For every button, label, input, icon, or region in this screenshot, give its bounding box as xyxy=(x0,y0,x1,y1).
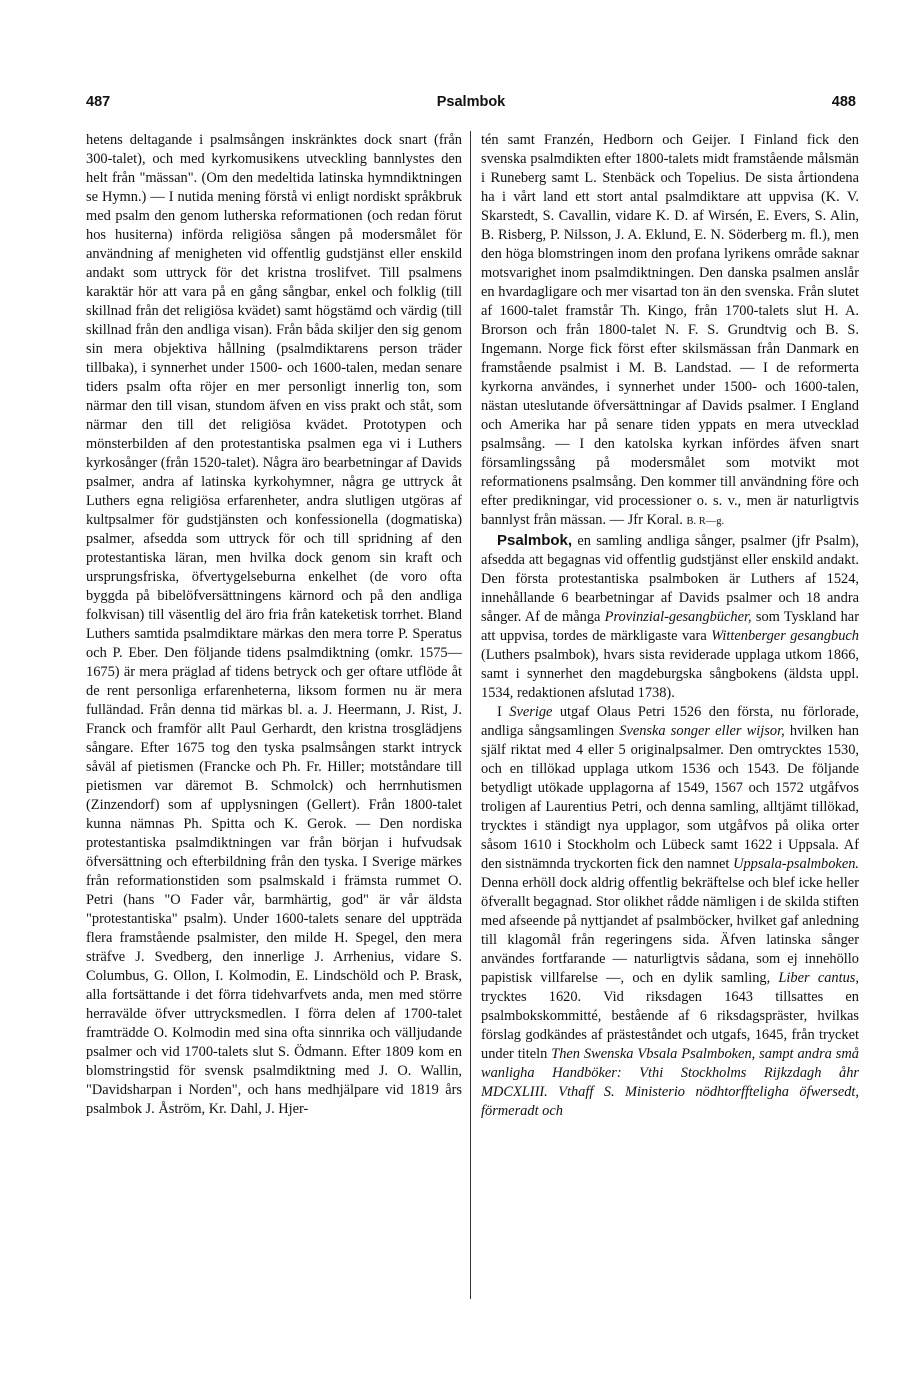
right-paragraph-3 xyxy=(481,703,859,1121)
entry-text-b: som Tyskland har att uppvisa, tordes de märkligaste vara xyxy=(481,609,859,644)
entry-psalmbok xyxy=(481,531,859,703)
entry-italic-2: Wittenberger gesangbuch xyxy=(711,628,859,644)
entry-text-c: (Luthers psalmbok), hvars sista reviderade upplaga utkom 1866, samt i synnerhet den magdeburgska sångbokens (äldsta uppl. 1534, redaktionen afslutad 1738). xyxy=(481,647,859,701)
entry-italic-1: Provinzial-gesangbücher, xyxy=(604,609,752,625)
page-number-left: 487 xyxy=(86,94,111,110)
p3-text-b: utgaf Olaus Petri 1526 den första, nu förlorade, andliga sångsamlingen xyxy=(481,704,859,739)
p3-italic-4: Liber cantus, xyxy=(778,970,859,986)
p3-italic-2: Svenska songer eller wijsor, xyxy=(619,723,785,739)
p3-italic-1: Sverige xyxy=(509,704,553,720)
right-paragraph-1-text: tén samt Franzén, Hedborn och Geijer. I Finland fick den svenska psalmdikten efter 1800-talets midt framstående målsmän i Runeberg samt L. Stenbäck och Topelius. De sista årtiondena ha i vårt land ett stort antal psalmdiktare att uppvisa (K. V. Skarstedt, S. Cavallin, vidare K. D. af Wirsén, E. Evers, S. Alin, B. Risberg, P. Nilsson, J. A. Eklund, E. N. Söderberg m. fl.), men den höga blomstringen inom den profana lyrikens område saknar motsvarighet inom psalmdiktningen. Den danska psalmen anslår en hvardagligare och mer visartad ton än den svenska. Från slutet af 1600-talet framstår Th. Kingo, från 1700-talets slut H. A. Brorson och från 1800-talet N. F. S. Grundtvig och B. S. Ingemann. Norge fick först efter skilsmässan från Danmark en framstående psalmist i M. B. Landstad. — I de reformerta kyrkorna användes, i synnerhet under 1500- och 1600-talen, nästan uteslutande öfversättningar af Davids psalmer. I England och Amerika har på senare tiden yppats en mera utvecklad psalmsång. — I den katolska kyrkan infördes äfven snart församlingssång på modersmålet som motvikt mot reformationens psalmsång. Den kommer till användning före och efter predikningar, vid processioner o. s. v., men är naturligtvis bannlyst från mässan. — Jfr Koral. xyxy=(481,132,859,528)
column-divider xyxy=(470,131,471,1299)
p3-text-d: Denna erhöll dock aldrig offentlig bekräftelse och blef icke heller öfverallt begagnad. Stor olikhet rådde nämligen i de skilda stiften med afseende på nyttjandet af psalmböcker, hvilket gaf anledning till klagomål från regeringens sida. Äfven latinska sånger användes fortfarande — naturligtvis sådana, som ej innehöllo papistisk villfarelse —, och en dylik samling, xyxy=(481,875,859,986)
running-title: Psalmbok xyxy=(436,94,506,110)
p3-text-c: hvilken han själf riktat med 4 eller 5 originalpsalmer. Den omtrycktes 1530, och en tillökad upplaga utkom 1536 och 1543. De följande betydligt utökade upplagorna af 1549, 1567 och 1572 utgåfvos troligen af Laurentius Petri, och denna samling, alltjämt tillökad, trycktes i ständigt nya upplagor, som utgåfvos på olika orter såsom 1610 i Stockholm och Lübeck samt 1622 i Uppsala. Af den sistnämnda tryckorten fick den namnet xyxy=(481,723,859,872)
p3-italic-5: Then Swenska Vbsala Psalmboken, sampt andra små wanligha Handböker: Vthi Stockholms Rijkzdagh åhr MDCXLIII. Vthaff S. Ministerio nödhtorffteligha öfwersedt, förmeradt och xyxy=(481,1046,859,1119)
right-paragraph-1 xyxy=(481,131,859,531)
left-column-text: hetens deltagande i psalmsången inskränktes dock snart (från 300-talet), och med kyrkomusikens utveckling bannlystes den helt från "mässan". (Om den medeltida latinska hymndiktningen se Hymn.) — I nutida mening förstå vi enligt nordiskt språkbruk med psalm den genom lutherska reformationen (och redan förut hos husiterna) införda religiösa sången på modersmålet för användning af menigheten vid offentlig gudstjänst eller enskild andakt som uttryck för det kristna troslifvet. Till psalmens karaktär hör att vara på en gång sångbar, enkel och folklig (till skillnad från det religiösa kvädet) samt högstämd och värdig (till skillnad från den andliga visan). Från båda skiljer den sig genom sin mera objektiva hållning (psalmdiktarens person träder tillbaka), i synnerhet under 1500- och 1600-talen, medan senare tiders psalm ofta röjer en mer personligt innerlig ton, som närmar den till visan, stundom äfven en viss prakt och ståt, som närmar den till det religiösa kvädet. Prototypen och mönsterbilden af den protestantiska psalmen ega vi i Luthers kyrkosånger (från 1520-talet). Några äro bearbetningar af Davids psalmer, andra af latinska kyrkohymner, några ge uttryck åt Luthers egna religiösa erfarenheter, andra slutligen utgöras af kultpsalmer för gudstjänsten och konfessionella (dogmatiska) psalmer, afsedda som uttryck för och till spridning af den protestantiska läran, men hvilka dock genom sin kraft och ursprungsfriska, öfvertygelseburna enkelhet (de voro ofta byggda på bibelöfversättningens kärnord och på den andliga folkvisan) till väsentlig del äro fria från kateketisk torrhet. Bland Luthers samtida psalmdiktare märkas den mera torre P. Speratus och P. Eber. Den följande tidens psalmdiktning (omkr. 1575—1675) är mera präglad af tidens betryck och ger oftare utflöde åt de rent personliga erfarenheterna, liksom formen nu är mera fulländad. Från denna tid märkas bl. a. J. Heermann, J. Rist, J. Franck och framför allt Paul Gerhardt, den kristna trosglädjens sångare. Efter 1675 tog den tyska psalmsången starkt intryck såväl af pietismen (Francke och Ph. Fr. Hiller; motståndare till pietismen var däremot B. Schmolck) och herrnhutismen (Zinzendorf) som af upplysningen (Gellert). Från 1800-talet kunna nämnas Ph. Spitta och K. Gerok. — Den nordiska protestantiska psalmdiktningen var från början i hufvudsak öfversättning och efterbildning från den tyska. I Sverige märkes från reformationstiden som psalmskald i främsta rummet O. Petri (hans "O Fader vår, barmhärtig, god" är vår äldsta "protestantiska" psalm). Under 1600-talets senare del uppträda flera framstående psalmister, den milde H. Spegel, den mera sträfve J. Svedberg, den innerlige J. Arrhenius, vidare S. Columbus, G. Ollon, I. Kolmodin, E. Lindschöld och P. Brask, alla fortsättande i det förra tidehvarfvets anda, men med större herravälde öfver uttrycksmedlen. I förra delen af 1700-talet framträdde O. Kolmodin med sina ofta sinnrika och välljudande psalmer och vid 1700-talets slut S. Ödmann. Efter 1809 kom en blomstringstid för svensk psalmdiktning med J. O. Wallin, "Davidsharpan i Norden", och hans medhjälpare vid 1819 års psalmbok J. Åström, Kr. Dahl, J. Hjer- xyxy=(86,132,462,1117)
entry-text-a: en samling andliga sånger, psalmer (jfr Psalm), afsedda att begagnas vid offentlig gudstjänst eller enskild andakt. Den första protestantiska psalmboken är Luthers af 1524, innehållande 6 bearbetningar af Davids psalmer och 18 andra sånger. Af de många xyxy=(481,533,859,625)
page-number-right: 488 xyxy=(831,94,856,110)
entry-headword: Psalmbok, xyxy=(497,532,573,549)
p3-text-a: I xyxy=(497,704,510,720)
left-column xyxy=(86,131,462,1311)
page-header xyxy=(86,94,856,114)
right-column xyxy=(481,131,859,1311)
author-signature: B. R—g. xyxy=(686,516,725,527)
p3-text-e: trycktes 1620. Vid riksdagen 1643 tillsattes en psalmbokskommitté, bestående af 6 riksdagspräster, hvilkas förslag godkändes af prästeståndet och utgafs, 1645, från trycket under titeln xyxy=(481,989,859,1062)
p3-italic-3: Uppsala-psalmboken. xyxy=(733,856,859,872)
